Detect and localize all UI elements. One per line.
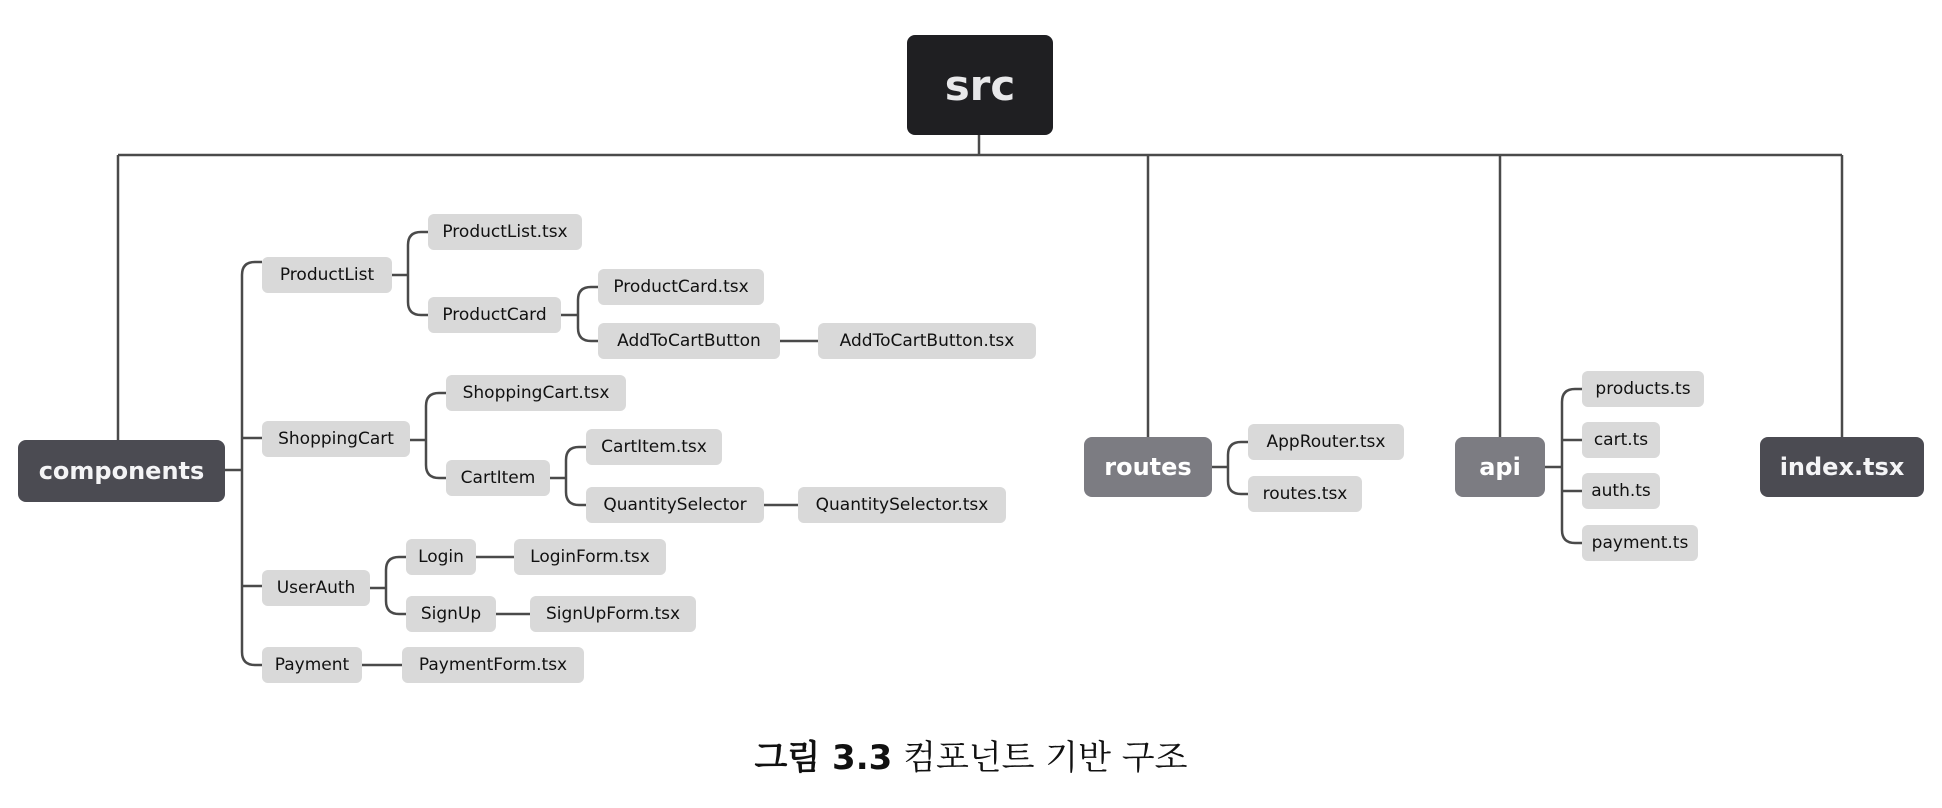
login-folder-node: Login xyxy=(406,539,476,575)
userauth-folder-node: UserAuth xyxy=(262,570,370,606)
cartitem-folder-node: CartItem xyxy=(446,460,550,496)
productlist-tsx-node: ProductList.tsx xyxy=(428,214,582,250)
addtocartbutton-folder-node: AddToCartButton xyxy=(598,323,780,359)
payment-ts-node: payment.ts xyxy=(1582,525,1698,561)
connector-shoppingcart-branch xyxy=(410,393,446,478)
products-ts-node: products.ts xyxy=(1582,371,1704,407)
paymentform-tsx-node: PaymentForm.tsx xyxy=(402,647,584,683)
approuter-tsx-node: AppRouter.tsx xyxy=(1248,424,1404,460)
figure-number: 그림 3.3 xyxy=(754,738,893,778)
connector-routes-branch xyxy=(1212,442,1248,494)
connector-userauth-branch xyxy=(370,557,406,614)
productcard-tsx-node: ProductCard.tsx xyxy=(598,269,764,305)
cart-ts-node: cart.ts xyxy=(1582,422,1660,458)
connector-productcard-branch xyxy=(561,287,598,341)
connector-cartitem-branch xyxy=(550,447,586,505)
quantityselector-folder-node: QuantitySelector xyxy=(586,487,764,523)
figure-title: 컴포넌트 기반 구조 xyxy=(903,738,1188,778)
addtocartbutton-tsx-node: AddToCartButton.tsx xyxy=(818,323,1036,359)
loginform-tsx-node: LoginForm.tsx xyxy=(514,539,666,575)
productlist-folder-node: ProductList xyxy=(262,257,392,293)
auth-ts-node: auth.ts xyxy=(1582,473,1660,509)
connector-productlist-branch xyxy=(392,232,428,315)
components-folder-node: components xyxy=(18,440,225,502)
connector-api-branch xyxy=(1545,389,1582,543)
src-folder-node: src xyxy=(907,35,1053,135)
shoppingcart-tsx-node: ShoppingCart.tsx xyxy=(446,375,626,411)
payment-folder-node: Payment xyxy=(262,647,362,683)
figure-caption xyxy=(0,730,1942,779)
routes-folder-node: routes xyxy=(1084,437,1212,497)
signupform-tsx-node: SignUpForm.tsx xyxy=(530,596,696,632)
quantityselector-tsx-node: QuantitySelector.tsx xyxy=(798,487,1006,523)
cartitem-tsx-node: CartItem.tsx xyxy=(586,429,722,465)
productcard-folder-node: ProductCard xyxy=(428,297,561,333)
connector-components-branch xyxy=(242,262,262,665)
shoppingcart-folder-node: ShoppingCart xyxy=(262,421,410,457)
routes-tsx-node: routes.tsx xyxy=(1248,476,1362,512)
api-folder-node: api xyxy=(1455,437,1545,497)
index-tsx-node: index.tsx xyxy=(1760,437,1924,497)
signup-folder-node: SignUp xyxy=(406,596,496,632)
